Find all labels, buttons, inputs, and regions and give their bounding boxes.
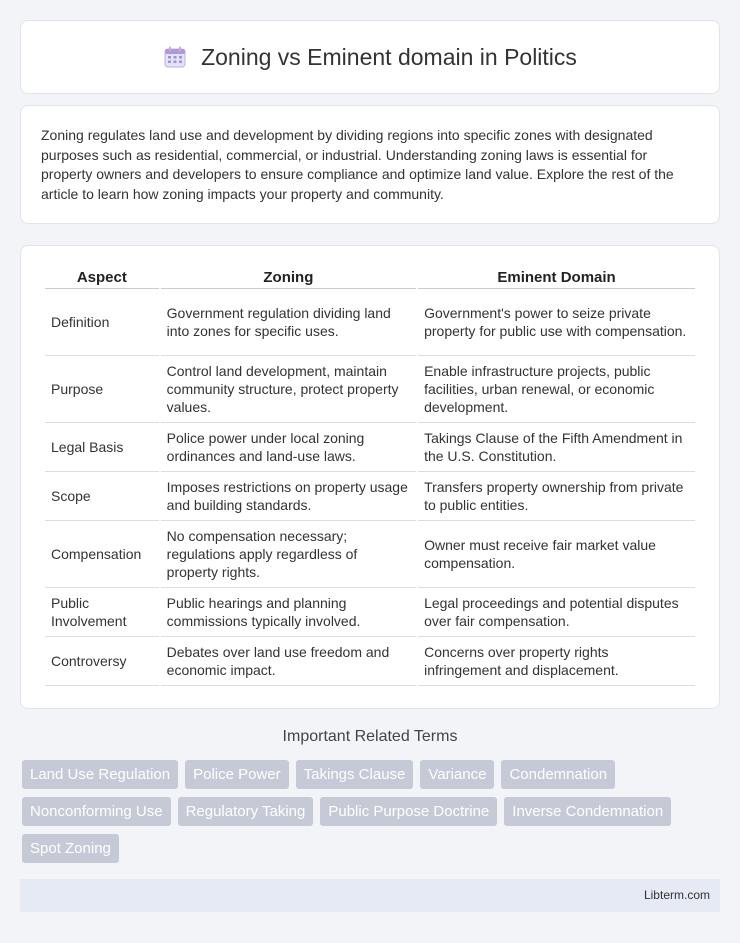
table-cell-eminent-domain: Takings Clause of the Fifth Amendment in the U.S. Constitution. [418, 423, 695, 472]
table-cell-zoning: Debates over land use freedom and economic impact. [161, 637, 416, 686]
comparison-table [43, 266, 697, 686]
table-cell-aspect: Legal Basis [45, 423, 159, 472]
table-row [45, 289, 695, 356]
table-row [45, 423, 695, 472]
table-cell-eminent-domain: Enable infrastructure projects, public facilities, urban renewal, or economic development. [418, 356, 695, 423]
table-cell-aspect: Controversy [45, 637, 159, 686]
term-tag[interactable]: Variance [420, 760, 494, 789]
table-cell-zoning: Government regulation dividing land into zones for specific uses. [161, 289, 416, 356]
term-tag[interactable]: Spot Zoning [22, 834, 119, 863]
table-cell-eminent-domain: Concerns over property rights infringement and displacement. [418, 637, 695, 686]
table-cell-zoning: Control land development, maintain community structure, protect property values. [161, 356, 416, 423]
column-header-aspect: Aspect [45, 266, 159, 289]
intro-card [20, 105, 720, 224]
table-row [45, 472, 695, 521]
related-terms-list [22, 760, 722, 871]
column-header-eminent-domain: Eminent Domain [418, 266, 695, 289]
table-cell-eminent-domain: Transfers property ownership from private to public entities. [418, 472, 695, 521]
table-cell-aspect: Scope [45, 472, 159, 521]
table-header-row [45, 266, 695, 289]
term-tag[interactable]: Land Use Regulation [22, 760, 178, 789]
table-cell-zoning: Imposes restrictions on property usage and building standards. [161, 472, 416, 521]
page-title: Zoning vs Eminent domain in Politics [201, 43, 577, 70]
term-tag[interactable]: Regulatory Taking [178, 797, 314, 826]
term-tag[interactable]: Condemnation [501, 760, 615, 789]
term-tag[interactable]: Police Power [185, 760, 289, 789]
related-terms-title: Important Related Terms [282, 728, 458, 745]
term-tag[interactable]: Public Purpose Doctrine [320, 797, 497, 826]
table-cell-eminent-domain: Government's power to seize private property for public use with compensation. [418, 289, 695, 356]
table-cell-eminent-domain: Legal proceedings and potential disputes over fair compensation. [418, 588, 695, 637]
table-cell-aspect: Public Involvement [45, 588, 159, 637]
table-cell-zoning: Police power under local zoning ordinances and land-use laws. [161, 423, 416, 472]
footer-site-link[interactable]: Libterm.com [643, 888, 710, 902]
term-tag[interactable]: Inverse Condemnation [504, 797, 671, 826]
intro-text: Zoning regulates land use and development by dividing regions into specific zones with designated purposes such as residential, commercial, or industrial. Understanding zoning laws is essential for property owners and developers to ensure compliance and optimize land value. Explore the rest of the article to learn how zoning impacts your property and community. [41, 127, 674, 202]
table-row [45, 521, 695, 588]
column-header-zoning: Zoning [161, 266, 416, 289]
comparison-table-card [20, 245, 720, 709]
table-cell-aspect: Definition [45, 289, 159, 356]
header-card [20, 20, 720, 94]
table-cell-aspect: Compensation [45, 521, 159, 588]
table-row [45, 637, 695, 686]
table-row [45, 588, 695, 637]
table-cell-eminent-domain: Owner must receive fair market value compensation. [418, 521, 695, 588]
table-cell-zoning: No compensation necessary; regulations apply regardless of property rights. [161, 521, 416, 588]
table-row [45, 356, 695, 423]
table-cell-aspect: Purpose [45, 356, 159, 423]
table-cell-zoning: Public hearings and planning commissions typically involved. [161, 588, 416, 637]
term-tag[interactable]: Nonconforming Use [22, 797, 171, 826]
calendar-icon [163, 45, 187, 69]
term-tag[interactable]: Takings Clause [296, 760, 414, 789]
footer [20, 879, 720, 912]
